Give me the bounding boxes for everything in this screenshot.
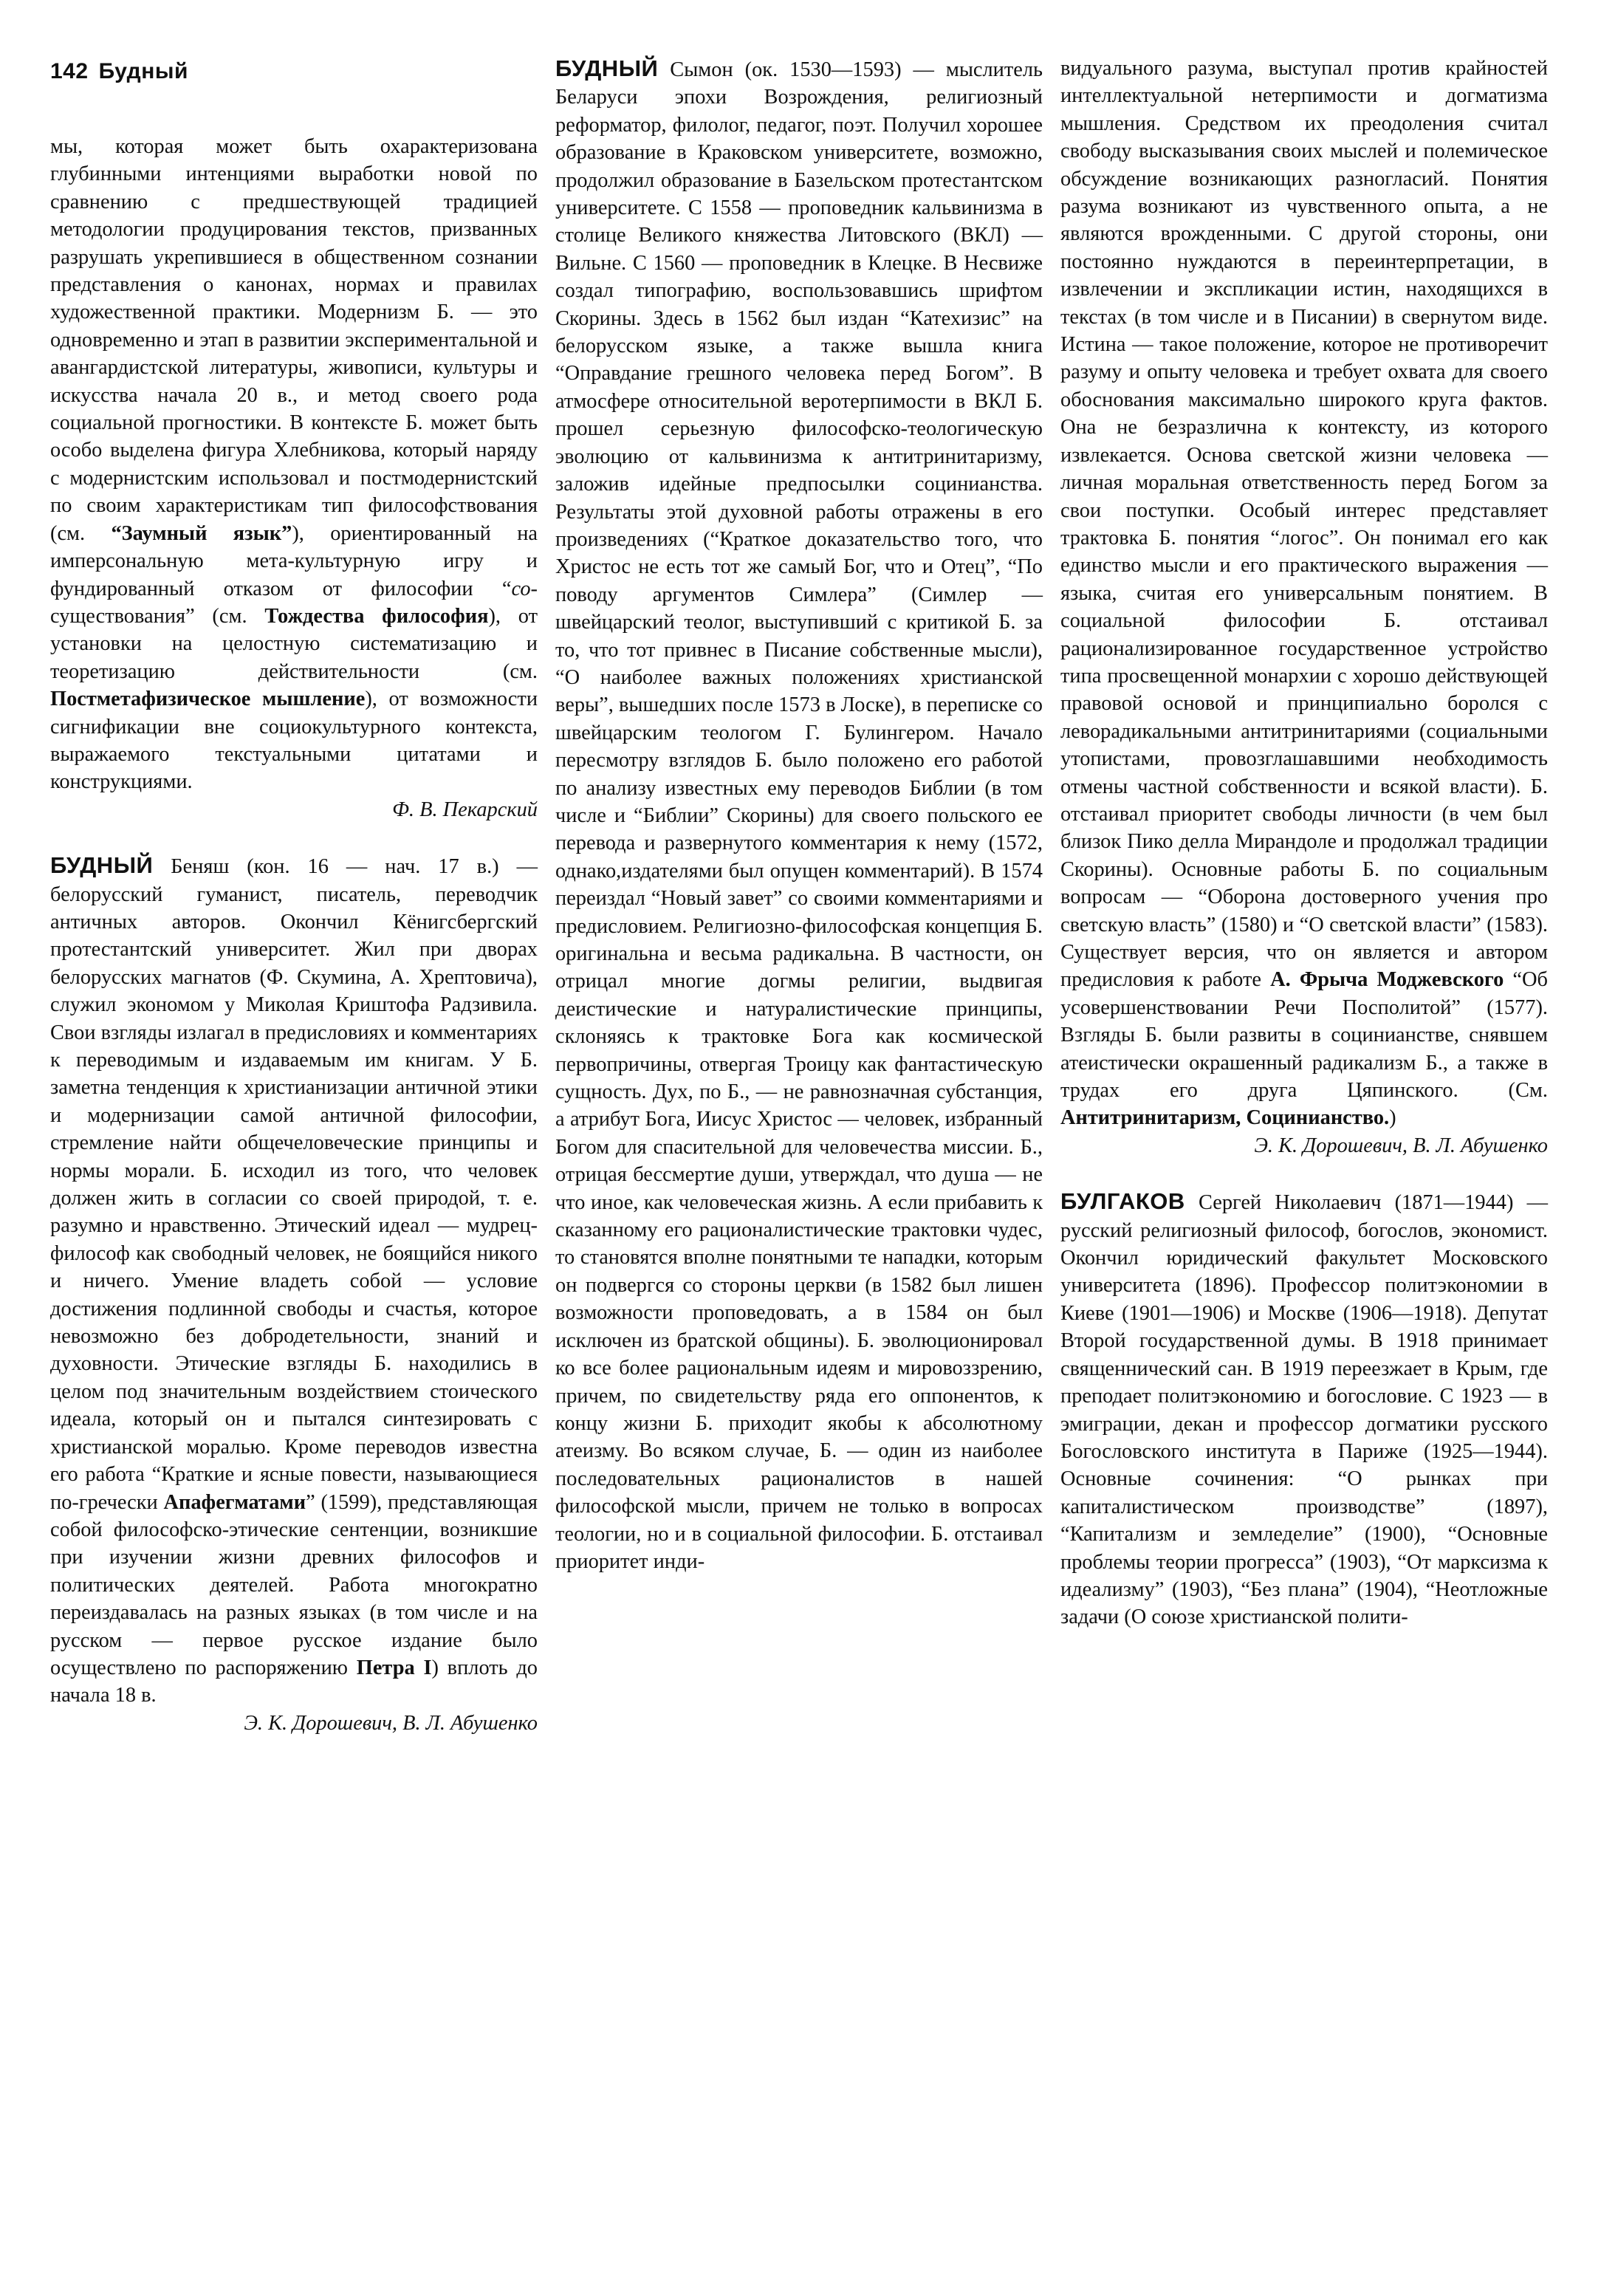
paragraph-modernism: мы, которая может быть охарактеризована глубинными интенциями выработки новой по сравнению с предшествующей традицией методологии продуцирования текстов, призванных разрушать укрепившиеся в общественном сознании представления о канонах, нормах и правилах художественной практики. Модернизм Б. — это одновременно и этап в развитии экспериментальной и авангардистской литературы, живописи, культуры и искусства начала 20 в., и метод своего рода социальной прогностики. В контексте Б. может быть особо выделена фигура Хлебникова, который наряду с модернистским использовал и постмодернистский по своим характеристикам тип философствования (см. “Заумный язык”), ориентированный на имперсональную мета-культурную игру и фундированный отказом от философии “со-существования” (см. Тождества философия), от установки на целостную систематизацию и теоретизацию действительности (см. Постметафизическое мышление), от возможности сигнификации вне социокультурного контекста, выражаемого текстуальными цитатами и конструкциями. [50, 135, 538, 794]
page-number: 142 [50, 59, 89, 83]
cross-reference[interactable]: Тождества философия [264, 604, 489, 628]
entry-bulgakov: БУЛГАКОВ Сергей Николаевич (1871—1944) — русский религиозный философ, богослов, экономист. Окончил юридический факультет Московского университета (1896). Профессор политэкономии в Киеве (1901—1906) и Москве (1906—1918). Депутат Второй государственной думы. В 1918 принимает священнический сан. В 1919 переезжает в Крым, где преподает политэкономию и богословие. С 1923 — в эмиграции, декан и профессор догматики русского Богословского института в Париже (1925—1944). Основные сочинения: “О рынках при капиталистическом производстве” (1897), “Капитализм и земледелие” (1900), “Основные проблемы теории прогресса” (1903), “От марксизма к идеализму” (1903), “Без плана” (1904), “Неотложные задачи (О союзе христианской полити- [1060, 1188, 1548, 1629]
cross-reference[interactable]: “Заумный язык” [111, 521, 292, 545]
cross-reference[interactable]: Апафегматами [163, 1490, 306, 1514]
headword: БУЛГАКОВ [1060, 1188, 1185, 1215]
running-title: Будный [98, 59, 188, 83]
article-author: Ф. В. Пекарский [392, 798, 538, 821]
headword: БУДНЫЙ [50, 852, 154, 879]
headword: БУДНЫЙ [555, 55, 659, 81]
entry-budny-symon-continued: видуального разума, выступал против крайностей интеллектуальной нетерпимости и догматизма мышления. Средством их преодоления считал свободу высказывания своих мыслей и полемическое обсуждение возникающих разногласий. Понятия разума возникают из чувственного опыта, а не являются врожденными. С другой стороны, они постоянно нуждаются в переинтерпретации, в извлечении и экспликации истин, находящихся в текстах (в том числе и в Писании) в свернутом виде. Истина — такое положение, которое не противоречит разуму и опыту человека и требует охвата для своего обоснования максимально широкого круга фактов. Она не безразлична к контексту, из которого извлекается. Основа светской жизни человека — личная моральная ответственность перед Богом за свои поступки. Особый интерес представляет трактовка Б. понятия “логос”. Он понимал его как единство мысли и его практического выражения — языка, считая его универсальным понятием. В социальной философии Б. отстаивал рационализированное государственное устройство типа просвещенной монархии с хорошо действующей правовой основой и принципиально боролся с леворадикальными антитринитариями (социальными утопистами, провозглашавшими необходимость отмены частной собственности и всякой власти). Б. отстаивал приоритет свободы личности (в чем был близок Пико делла Мирандоле и продолжал традиции Скорины). Основные работы Б. по социальным вопросам — “Оборона достоверного учения про светскую власть” (1580) и “О светской власти” (1583). Существует версия, что он является и автором предисловия к работе А. Фрыча Моджевского “Об усовершенствовании Речи Посполитой” (1577). Взгляды Б. были развиты в социнианстве, снявшем атеистически окрашенный радикализм Б., а также в трудах его друга Цяпинского. (См. Антитринитаризм, Социнианство.) [1060, 57, 1548, 1130]
cross-reference[interactable]: Петра I [356, 1656, 432, 1679]
cross-reference[interactable]: А. Фрыча Моджевского [1270, 968, 1504, 992]
cross-reference[interactable]: Антитринитаризм, Социнианство. [1060, 1106, 1390, 1130]
entry-budny-symon: БУДНЫЙ Сымон (ок. 1530—1593) — мыслитель Беларуси эпохи Возрождения, религиозный реформатор, филолог, педагог, поэт. Получил хорошее образование в Краковском университете, возможно, продолжил образование в Базельском протестантском университете. С 1558 — проповедник кальвинизма в столице Великого княжества Литовского (ВКЛ) — Вильне. С 1560 — проповедник в Клецке. В Несвиже создал типографию, воспользовавшись шрифтом Скорины. Здесь в 1562 был издан “Катехизис” на белорусском языке, а также вышла книга “Оправдание грешного человека перед Богом”. В атмосфере относительной веротерпимости в ВКЛ Б. прошел серьезную философско-теологическую эволюцию от кальвинизма к антитринитаризму, заложив идейные предпосылки социнианства. Результаты этой духовной работы отражены в его произведениях (“Краткое доказательство того, что Христос не есть тот же самый Бог, что и Отец”, “По поводу аргументов Симлера” (Симлер — швейцарский теолог, выступивший с критикой Б. за то, что тот привнес в Писание собственные мысли), “О наиболее важных положениях христианской веры”, вышедших после 1573 в Лоске), в переписке со швейцарским теологом Г. Булингером. Начало пересмотру взглядов Б. было положено его работой по анализу известных ему переводов Библии (в том числе и “Библии” Скорины) для своего польского ее перевода и развернутого комментария к нему (1572, однако,издателями был опущен комментарий). В 1574 переиздал “Новый завет” со своими комментариями и предисловием. Религиозно-философская концепция Б. оригинальна и весьма радикальна. В частности, он отрицал многие догмы религии, выдвигая деистические и натуралистические принципы, склоняясь к трактовке Бога как космической первопричины, отвергая Троицу как фантастическую сущность. Дух, по Б., — не равнозначная субстанция, а атрибут Бога, Иисус Христос — человек, избранный Богом для спасительной для человечества миссии. Б., отрицая бессмертие души, утверждал, что душа — не что иное, как человеческая жизнь. А если прибавить к сказанному его рационалистические трактовки чудес, то становятся вполне понятными те нападки, которым он подвергся со стороны церкви (в 1582 был лишен возможности проповедовать, а в 1584 он был исключен из братской общины). Б. эволюционировал ко все более рациональным идеям и мировоззрению, причем, по свидетельству ряда его оппонентов, к концу жизни Б. приходит якобы к абсолютному атеизму. Во всяком случае, Б. — один из наиболее последовательных рационалистов в нашей философской мысли, причем не только в вопросах теологии, но и в социальной философии. Б. отстаивал приоритет инди- [555, 55, 1043, 1573]
article-author: Э. К. Дорошевич, В. Л. Абушенко [1254, 1134, 1548, 1157]
cross-reference[interactable]: Постметафизическое мышление [50, 688, 366, 711]
column-2 [555, 55, 1043, 1575]
entry-budny-benyash: БУДНЫЙ Беняш (кон. 16 — нач. 17 в.) — белорусский гуманист, писатель, переводчик античных авторов. Окончил Кёнигсбергский протестантский университет. Жил при дворах белорусских магнатов (Ф. Скумина, А. Хрептовича), служил экономом у Миколая Криштофа Радзивила. Свои взгляды излагал в предисловиях и комментариях к переводимым и издаваемым им книгам. У Б. заметна тенденция к христианизации античной этики и модернизации самой античной философии, стремление найти общечеловеческие принципы и нормы морали. Б. исходил из того, что человек должен жить в согласии со своей природой, т. е. разумно и нравственно. Этический идеал — мудрец-философ как свободный человек, не боящийся никого и ничего. Умение владеть собой — условие достижения подлинной свободы и счастья, которое невозможно без добродетельности, знаний и духовности. Этические взгляды Б. находились в целом под значительным воздействием стоического идеала, который он и пытался синтезировать с христианской моралью. Кроме переводов известна его работа “Краткие и ясные повести, называющиеся по-гречески Апафегматами” (1599), представляющая собой философско-этические сентенции, возникшие при изучении жизни древних философов и политических деятелей. Работа многократно переиздавалась на разных языках (в том числе и на русском — первое русское издание было осуществлено по распоряжению Петра I) вплоть до начала 18 в. [50, 852, 538, 1707]
column-3 [1060, 55, 1548, 1631]
article-author: Э. К. Дорошевич, В. Л. Абушенко [244, 1711, 538, 1735]
column-1 [50, 133, 538, 1737]
running-head [50, 59, 188, 84]
